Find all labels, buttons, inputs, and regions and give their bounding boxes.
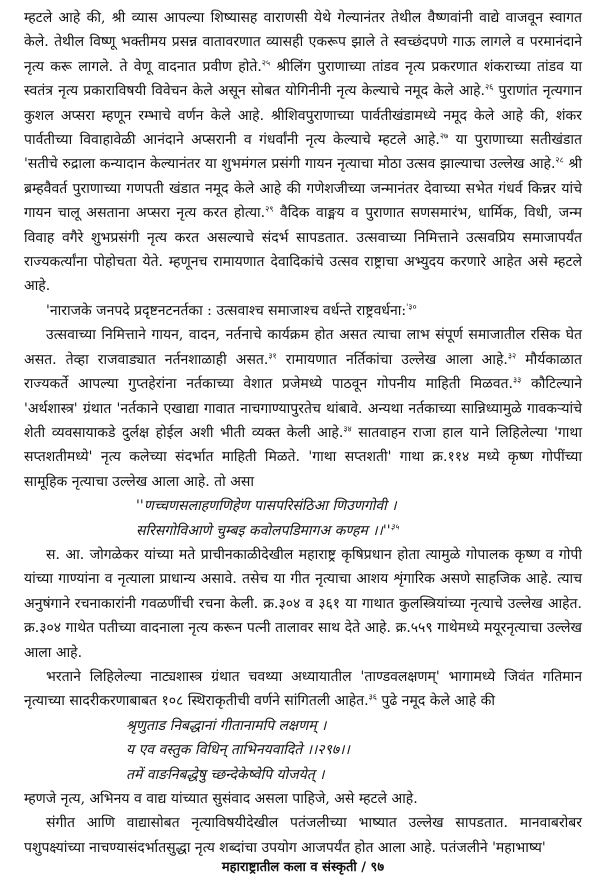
body-paragraph-6: संगीत आणि वाद्यासोबत नृत्याविषयीदेखील पतंजलीच्या भाष्यात उल्लेख सापडतात. मानवाबरोबर पशुपक्ष्यांच्या नाचण्यासंदर्भातसुद्धा नृत्य शब्दांचा उपयोग आजपर्यंत होत आला आहे. पतंजलीने 'महाभाष्य' bbox=[24, 815, 582, 856]
text-run: या पुराणाच्या सतीखंडात 'सतीचे रुद्राला कन्यादान केल्यानंतर या शुभमंगल प्रसंगी गायन नृत्याचा मोठा उत्सव झाल्याचा उल्लेख आहे. bbox=[24, 132, 582, 173]
footnote-ref: ३३ bbox=[512, 375, 522, 385]
text-run: उत्सवाच्या निमित्ताने गायन, वादन, नर्तनाचे कार्यक्रम होत असत त्याचा लाभ संपूर्ण समाजातील रसिक घेत असत. तेव्हा राजवाड्यात नर्तनशाळाही असत. bbox=[24, 327, 582, 368]
text-run: सातवाहन राजा हाल याने लिहिलेल्या 'गाथा सप्तशतीमध्ये' नृत्य कलेच्या संदर्भात माहिती मिळते. 'गाथा सप्तशती' गाथा क्र.११४ मध्ये कृष्ण गोपींच्या सामूहिक नृत्याचा उल्लेख आला आहे. तो असा bbox=[24, 424, 582, 490]
text-run: वैदिक वाङ्मय व पुराणात सणसमारंभ, धार्मिक, विधी, जन्म विवाह वगैरे शुभप्रसंगी नृत्य करत असल्याचे संदर्भ सापडतात. उत्सवाच्या निमित्ताने उत्सवप्रिय समाजापर्यंत राज्यकर्त्यांना पोहोचता येते. म्हणूनच रामायणात देवादिकांचे उत्सव राष्ट्राचा अभ्युदय करणारे आहेत असे म्हटले आहे. bbox=[24, 205, 582, 295]
body-paragraph-4 bbox=[24, 665, 582, 714]
document-page bbox=[24, 6, 582, 886]
text-run: श्रीलिंग पुराणाच्या तांडव नृत्य प्रकरणात शंकराच्या तांडव या स्वतंत्र नृत्य प्रकाराविषयी विवेचन केले असून सोबत योगिनीनी नृत्य केल्याचे नमूद केले आहे. bbox=[24, 58, 582, 100]
gatha-quote-line-1: ''णच्चणसलाहणणिहेण पासपरिसंठिआ णिउणगोवी । bbox=[136, 498, 397, 515]
text-run: मौर्यकाळात राज्यकर्ते आपल्या गुप्तहेरांना नर्तकाच्या वेशात प्रजेमध्ये पाठवून गोपनीय माहिती मिळवत. bbox=[24, 351, 582, 393]
gatha-quote-line-2 bbox=[24, 519, 582, 543]
sanskrit-verse-line-3: तमें वाङनिबद्धेषु च्छन्देकेष्वेपि योजयेत् । bbox=[126, 766, 325, 783]
text-run: पुढे नमूद केले आहे की bbox=[376, 693, 495, 710]
text-run: श्री ब्रम्हवैवर्त पुराणाच्या गणपती खंडात नमूद केले आहे की गणेशजीच्या जन्मानंतर देवाच्या सभेत गंधर्व किन्नर यांचे गायन चालू असताना अप्सरा नृत्य करत होत्या. bbox=[24, 156, 582, 222]
footnote-ref: २९ bbox=[265, 204, 274, 214]
page-footer: महाराष्ट्रातील कला व संस्कृती / ९७ bbox=[221, 860, 385, 875]
text-run: भरताने लिहिलेल्या नाट्यशास्त्र ग्रंथात चवथ्या अध्यायातील 'ताण्डवलक्षणम्' भागामध्ये जिवंत गतिमान नृत्याच्या सादरीकरणाबाबत १०८ स्थिराकृतीची वर्णने सांगितली आहेत. bbox=[24, 668, 582, 710]
footnote-ref: २६ bbox=[485, 82, 494, 92]
body-paragraph-2 bbox=[24, 323, 582, 494]
sanskrit-verse-line-1: श्रृणुताड निबद्धानां गीतानामपि लक्षणम् । bbox=[126, 717, 327, 734]
footnote-ref: २५ bbox=[261, 58, 271, 68]
footnote-ref: २८ bbox=[555, 155, 564, 165]
text-run: 'नाराजके जनपदे प्रदृष्टनटनर्तका : उत्सवाश्च समाजाश्च वर्धन्ते राष्ट्रवर्धना: bbox=[46, 302, 407, 319]
footnote-ref: ३१ bbox=[268, 351, 277, 361]
text-run: रामायणात नर्तिकांचा उल्लेख आला आहे. bbox=[276, 351, 508, 368]
ramayana-quote-line bbox=[24, 299, 582, 323]
body-paragraph-3: स. आ. जोगळेकर यांच्या मते प्राचीनकाळीदेखील महाराष्ट्र कृषिप्रधान होता त्यामुळे गोपालक कृष्ण व गोपी यांच्या गाण्यांना व नृत्याला प्राधान्य असावे. तसेच या गीत नृत्याचा आशय शृंगारिक असणे साहजिक आहे. त्याच अनुषंगाने रचनाकारांनी गवळणींची रचना केली. क्र.३०४ व ३६१ या गाथात कुलस्त्रियांच्या नृत्याचे उल्लेख आहेत. क्र.३०४ गाथेत पतीच्या वादनाला नृत्य करून पत्नी तालावर साथ देते आहे. क्र.५५९ गाथेमध्ये मयूरनृत्याचा उल्लेख आला आहे. bbox=[24, 546, 582, 661]
footnote-ref: ३६ bbox=[368, 692, 377, 702]
sanskrit-verse-line-2: य एव वस्तुक विधिन् ताभिनयवादिते ।।२९७।। bbox=[126, 742, 350, 759]
text-run: पुराणांत नृत्यगान कुशल अप्सरा म्हणून रम्भाचे वर्णन केले आहे. श्रीशिवपुराणाच्या पार्वतीखंडामध्ये नमूद केले आहे की, शंकर पार्वतीच्या विवाहावेळी आनंदाने अप्सरानी व गंधर्वांनी नृत्य केल्याचे म्हटले आहे. bbox=[24, 83, 582, 149]
footnote-ref: ३५ bbox=[390, 521, 399, 531]
text-run: म्हटले आहे की, श्री व्यास आपल्या शिष्यासह वाराणसी येथे गेल्यानंतर तेथील वैष्णवांनी वाद्ये वाजवून स्वागत केले. तेथील विष्णू भक्तीमय प्रसन्न वातावरणात व्यासही एकरूप झाले ते स्वच्छंदपणे गाऊ लागले व परमानंदाने नृत्य करू लागले. ते वेणू वादनात प्रवीण होते. bbox=[24, 10, 582, 75]
text-run: कौटिल्याने 'अर्थशास्त्र' ग्रंथात 'नर्तकाने एखाद्या गावात नाचगाण्यापुरतेच थांबावे. अन्यथा नर्तकाच्या सान्निध्यामुळे गावकऱ्यांचे शेती व्यवसायाकडे दुर्लक्ष होईल अशी भीती व्यक्त केली आहे. bbox=[24, 376, 582, 441]
body-paragraph-5: म्हणजे नृत्य, अभिनय व वाद्य यांच्यात सुसंवाद असला पाहिजे, असे म्हटले आहे. bbox=[24, 791, 418, 807]
body-paragraph-1 bbox=[24, 6, 582, 299]
footnote-ref: २७ bbox=[439, 131, 449, 141]
footnote-ref: '३० bbox=[406, 302, 417, 312]
footnote-ref: ३२ bbox=[507, 351, 517, 361]
text-run: सरिसगोविआणे चुम्बइ कवोलपडिमागअ कण्हम ।।'' bbox=[136, 522, 391, 539]
footnote-ref: ३४ bbox=[343, 424, 352, 434]
